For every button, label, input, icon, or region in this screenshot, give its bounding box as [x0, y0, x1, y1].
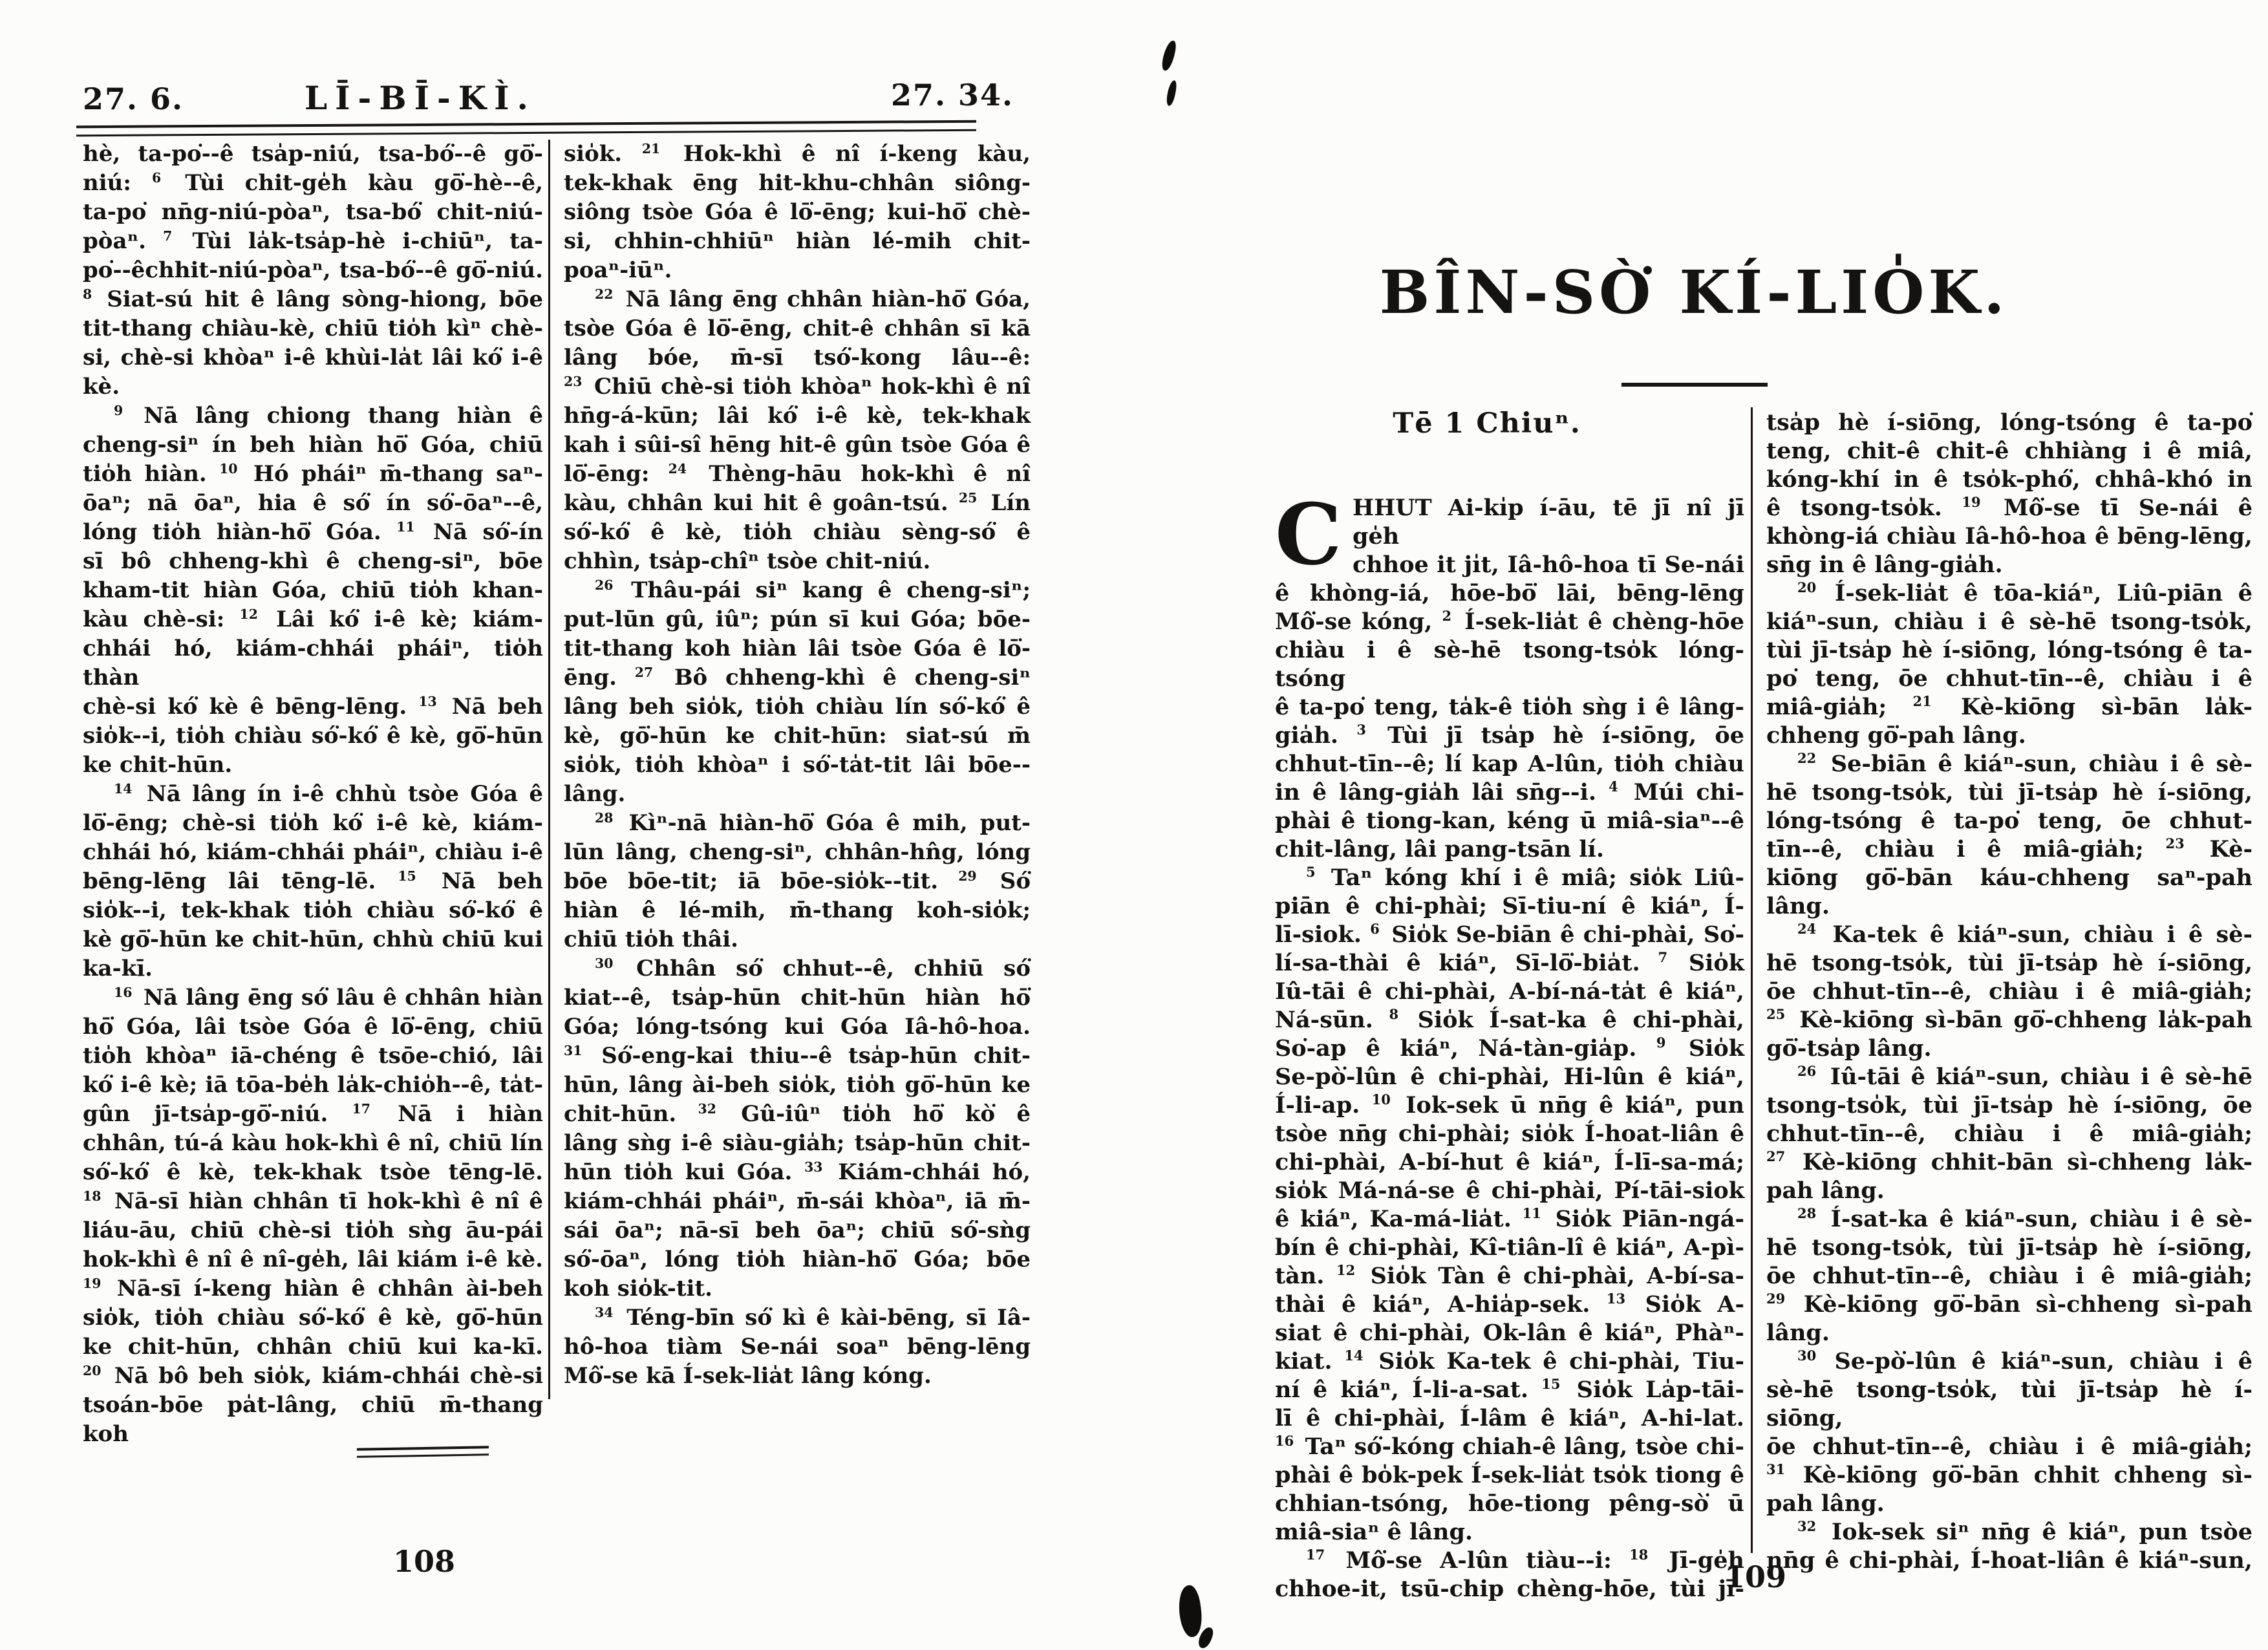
text-line: sè-hē tsong-tso̍k, tùi jī-tsa̍p hè í-siōng, — [1766, 1377, 2252, 1431]
running-head-verse-ref-left: 27. 6. — [83, 81, 184, 116]
text-line: chiàu i ê sè-hē tsong-tso̍k lóng-tsóng — [1275, 637, 1744, 692]
text-line: tit-thang koh hiàn lâi tsòe Góa ê lō͘- — [564, 636, 1031, 661]
text-line: lī-siok. $^6$ Sio̍k Se-biān ê chi-phài, So͘- — [1275, 921, 1744, 948]
text-line: sī bô chheng-khì ê cheng-siⁿ, bōe — [83, 548, 543, 574]
text-line: $^{27}$ Kè-kiōng chhit-bān sì-chheng la̍k- — [1766, 1148, 2252, 1175]
text-line: koh sio̍k-tit. — [564, 1276, 712, 1302]
text-line: hē tsong-tso̍k, tùi jī-tsa̍p hè í-siōng, — [1766, 779, 2252, 806]
text-line: sio̍k Má-ná-se ê chi-phài, Pí-tāi-siok — [1275, 1177, 1744, 1204]
text-line: $^{26}$ Iû-tāi ê kiáⁿ-sun, chiàu i ê sè-hē — [1797, 1063, 2252, 1090]
text-line: hok-khì ê nî ê nî-ge̍h, lâi kiám i-ê kè. — [83, 1247, 543, 1272]
text-line: só͘-ōaⁿ, lóng tio̍h hiàn-hō͘ Góa; bōe — [564, 1247, 1031, 1272]
text-line: chheng gō͘-pah lâng. — [1766, 722, 2026, 749]
text-line: Mô͘-se kā Í-sek-lia̍t lâng kóng. — [564, 1363, 932, 1389]
text-line: só͘-kó͘ ê kè, tek-khak tsòe tēng-lē. — [83, 1159, 543, 1185]
text-line: hiàn ê lé-mih, m̄-thang koh-sio̍k; — [564, 897, 1031, 923]
running-head-verse-ref-right: 27. 34. — [891, 78, 1014, 112]
text-line: kó͘ i-ê kè; iā tōa-be̍h la̍k-chio̍h--ê, ta̍t- — [83, 1072, 543, 1098]
text-line: $^{28}$ Í-sat-ka ê kiáⁿ-sun, chiàu i ê sè- — [1797, 1205, 2252, 1232]
text-line: $^{29}$ Kè-kiōng gō͘-bān sì-chheng sì-pah — [1766, 1291, 2252, 1318]
text-line: $^{30}$ Se-pò͘-lûn ê kiáⁿ-sun, chiàu i ê — [1797, 1347, 2252, 1375]
column-divider — [1751, 407, 1753, 1553]
text-line: pah lâng. — [1766, 1177, 1885, 1204]
text-line: ê kiáⁿ, Ka-má-lia̍t. $^{11}$ Sio̍k Piān-ngá- — [1275, 1205, 1744, 1232]
text-line: $^{24}$ Ka-tek ê kiáⁿ-sun, chiàu i ê sè- — [1797, 921, 2252, 948]
page-number-right: 109 — [1724, 1559, 1787, 1594]
text-line: phài ê bo̍k-pek Í-sek-lia̍t tso̍k tiong ê — [1275, 1462, 1744, 1488]
text-line: si, chhin-chhiūⁿ hiàn lé-mih chit- — [564, 228, 1031, 254]
text-line: miâ-siaⁿ ê lâng. — [1275, 1519, 1473, 1545]
text-line: lō͘-ēng; chè-si tio̍h kó͘ i-ê kè, kiám- — [83, 810, 543, 836]
text-line: piān ê chi-phài; Sī-tiu-ní ê kiáⁿ, Í- — [1275, 893, 1744, 919]
text-line: $^5$ Taⁿ kóng khí i ê miâ; sio̍k Liû- — [1306, 864, 1744, 891]
text-line: $^{26}$ Thâu-pái siⁿ kang ê cheng-siⁿ; — [595, 577, 1031, 603]
ink-smudge — [1160, 39, 1177, 72]
text-line: $^{30}$ Chhân só͘ chhut--ê, chhiū só͘ — [595, 955, 1031, 981]
text-line: gûn jī-tsa̍p-gō͘-niú. $^{17}$ Nā i hiàn — [83, 1100, 543, 1127]
text-line: $^{22}$ Se-biān ê kiáⁿ-sun, chiàu i ê sè- — [1797, 750, 2252, 777]
text-line: chhut-tīn--ê, chiàu i ê miâ-gia̍h; — [1766, 1120, 2252, 1147]
text-line: Góa; lóng-tsóng kui Góa Iâ-hô-hoa. — [564, 1014, 1031, 1040]
text-line: niú: $^6$ Tùi chit-ge̍h kàu gō͘-hè--ê, — [83, 169, 543, 196]
text-line: tīn--ê, chiàu i ê miâ-gia̍h; $^{23}$ Kè- — [1766, 835, 2252, 862]
text-line: kiám-chhái pháiⁿ, m̄-sái khòaⁿ, iā m̄- — [564, 1188, 1031, 1214]
text-line: chhian-tsóng, hōe-tiong pêng-sò͘ ū — [1275, 1490, 1744, 1517]
text-line: miâ-gia̍h; $^{21}$ Kè-kiōng sì-bān la̍k- — [1766, 693, 2252, 720]
text-line: sio̍k, tio̍h khòaⁿ i só͘-ta̍t-tit lâi bōe-- — [564, 752, 1031, 778]
text-line: lō͘-ēng: $^{24}$ Thèng-hāu hok-khì ê nî — [564, 460, 1031, 487]
text-line: sio̍k. $^{21}$ Hok-khì ê nî í-keng kàu, — [564, 140, 1031, 167]
text-line: chhìn, tsa̍p-chîⁿ tsòe chit-niú. — [564, 548, 931, 574]
text-line: ēng. $^{27}$ Bô chheng-khì ê cheng-siⁿ — [564, 664, 1031, 691]
text-line: ōaⁿ; nā ōaⁿ, hia ê só͘ ín só͘-ōaⁿ--ê, — [83, 490, 543, 516]
text-line: ke chit-hūn, chhân chiū kui ka-kī. — [83, 1334, 543, 1360]
text-line: po͘ teng, ōe chhut-tīn--ê, chiàu i ê — [1766, 665, 2252, 692]
text-line: put-lūn gû, iûⁿ; pún sī kui Góa; bōe- — [564, 606, 1031, 632]
text-line: chiū tio̍h thâi. — [564, 927, 738, 952]
text-line: ōe chhut-tīn--ê, chiàu i ê miâ-gia̍h; — [1766, 1263, 2252, 1289]
text-line: Í-li-ap. $^{10}$ Iok-sek ū nn̄g ê kiáⁿ, pun — [1275, 1091, 1744, 1119]
text-line: si, chè-si khòaⁿ i-ê khùi-la̍t lâi kó͘ i-ê — [83, 345, 543, 370]
text-line: kè, gō͘-hūn ke chit-hūn: siat-sú m̄ — [564, 723, 1031, 749]
text-line: gō͘-tsa̍p lâng. — [1766, 1035, 1932, 1062]
text-line: kiōng gō͘-bān káu-chheng saⁿ-pah — [1766, 864, 2252, 891]
text-line: chhái hó, kiám-chhái pháiⁿ, chiàu i-ê — [83, 839, 543, 865]
text-line: ka-kī. — [83, 956, 153, 981]
text-line: lâng sǹg i-ê siàu-gia̍h; tsa̍p-hūn chit- — [564, 1130, 1031, 1156]
text-line: lóng tio̍h hiàn-hō͘ Góa. $^{11}$ Nā só͘-ín — [83, 519, 543, 545]
ink-smudge — [1176, 1584, 1205, 1638]
text-line: ê tsong-tso̍k. $^{19}$ Mô͘-se tī Se-nái ê — [1766, 494, 2252, 521]
text-line: chi-phài, A-bí-hut ê kiáⁿ, Í-lī-sa-má; — [1275, 1149, 1744, 1175]
text-line: $^{25}$ Kè-kiōng sì-bān gō͘-chheng la̍k-pah — [1766, 1006, 2252, 1033]
text-line: lâng bóe, m̄-sī tsó͘-kong lâu--ê: — [564, 345, 1031, 370]
text-line: sn̄g in ê lâng-gia̍h. — [1766, 552, 2003, 578]
text-line: lūn lâng, cheng-siⁿ, chhân-hn̂g, lóng — [564, 839, 1031, 865]
text-line: lī ê chi-phài, Í-lâm ê kiáⁿ, A-hi-lat. — [1275, 1405, 1744, 1431]
text-line: hè, ta-po͘--ê tsa̍p-niú, tsa-bó͘--ê gō͘- — [83, 141, 543, 167]
text-line: tsoán-bōe pa̍t-lâng, chiū m̄-thang koh — [83, 1392, 543, 1447]
text-line: só͘-kó͘ ê kè, tio̍h chiàu sèng-só͘ ê — [564, 519, 1031, 545]
text-line: chhoe it ji̍t, Iâ-hô-hoa tī Se-nái — [1353, 552, 1744, 578]
title-rule — [1621, 383, 1768, 387]
text-line: Iû-tāi ê chi-phài, A-bí-ná-ta̍t ê kiáⁿ, — [1275, 978, 1744, 1005]
text-line: tio̍h khòaⁿ iā-chéng ê tsōe-chió, lâi — [83, 1043, 543, 1069]
text-line: kiat--ê, tsa̍p-hūn chit-hūn hiàn hō͘ — [564, 985, 1031, 1011]
text-line: $^8$ Siat-sú hit ê lâng sòng-hiong, bōe — [83, 286, 543, 312]
text-line: lâng. — [1766, 1320, 1830, 1346]
text-line: chhái hó, kiám-chhái pháiⁿ, tio̍h thàn — [83, 636, 543, 691]
text-line: ê khòng-iá, hōe-bō͘ lāi, bēng-lēng — [1275, 580, 1744, 606]
text-line: Mô͘-se kóng, $^2$ Í-sek-lia̍t ê chèng-hōe — [1275, 608, 1744, 635]
text-line: chhân, tú-á kàu hok-khì ê nî, chiū lín — [83, 1130, 543, 1156]
text-line: lâng beh sio̍k, tio̍h chiàu lín só͘-kó͘ ê — [564, 694, 1031, 720]
text-line: $^{16}$ Nā lâng ēng só͘ lâu ê chhân hiàn — [114, 984, 543, 1011]
text-line: sio̍k--i, tio̍h chiàu só͘-kó͘ ê kè, gō͘-hūn — [83, 723, 543, 749]
text-line: kàu, chhân kui hit ê goân-tsú. $^{25}$ Lín — [564, 489, 1031, 516]
text-line: poaⁿ-iūⁿ. — [564, 257, 672, 283]
text-line: tsòe nn̄g chi-phài; sio̍k Í-hoat-liân ê — [1275, 1120, 1744, 1147]
text-line: ta-po͘ nn̄g-niú-pòaⁿ, tsa-bó͘ chit-niú- — [83, 199, 543, 225]
text-line: hō͘ Góa, lâi tsòe Góa ê lō͘-ēng, chiū — [83, 1014, 543, 1040]
text-line: cheng-siⁿ ín beh hiàn hō͘ Góa, chiū — [83, 432, 543, 458]
text-column-left-2 — [564, 140, 1031, 1391]
text-column-right-1 — [1275, 485, 1745, 1603]
text-column-right-2 — [1766, 409, 2252, 1575]
text-line: siông tsòe Góa ê lō͘-ēng; kui-hō͘ chè- — [564, 199, 1031, 225]
text-line: kiat. $^{14}$ Sio̍k Ka-tek ê chi-phài, Tiu- — [1275, 1347, 1744, 1375]
end-of-book-rule-2 — [357, 1453, 489, 1458]
text-line: $^9$ Nā lâng chiong thang hiàn ê — [114, 402, 543, 429]
text-line: hūn, lâng ài-beh sio̍k, tio̍h gō͘-hūn ke — [564, 1072, 1031, 1098]
text-line: tàn. $^{12}$ Sio̍k Tàn ê chi-phài, A-bí-sa- — [1275, 1262, 1745, 1289]
text-line: tio̍h hiàn. $^{10}$ Hó pháiⁿ m̄-thang saⁿ- — [83, 460, 543, 487]
text-line: Se-pò͘-lûn ê chi-phài, Hi-lûn ê kiáⁿ, — [1275, 1064, 1744, 1090]
page-number-left: 108 — [392, 1544, 456, 1579]
text-line: tek-khak ēng hit-khu-chhân siông- — [564, 170, 1031, 196]
text-line: lí-sa-thài ê kiáⁿ, Sī-lō͘-bia̍t. $^7$ Sio̍k — [1275, 949, 1744, 976]
text-line: phài ê tiong-kan, kéng ū miâ-siaⁿ--ê — [1275, 808, 1744, 834]
text-line: hē tsong-tso̍k, tùi jī-tsa̍p hè í-siōng, — [1766, 950, 2252, 976]
text-line: bōe bōe-tit; iā bōe-sio̍k--tit. $^{29}$ Só͘ — [564, 868, 1031, 894]
text-line: $^{23}$ Chiū chè-si tio̍h khòaⁿ hok-khì ê nî — [564, 373, 1031, 400]
text-line: lâng. — [1766, 893, 1830, 919]
text-line: khòng-iá chiàu Iâ-hô-hoa ê bēng-lēng, — [1766, 523, 2252, 550]
text-line: hô-hoa tiàm Se-nái soaⁿ bēng-lēng — [564, 1334, 1031, 1360]
text-line: tsong-tso̍k, tùi jī-tsa̍p hè í-siōng, ōe — [1766, 1092, 2252, 1119]
text-line: sái ōaⁿ; nā-sī beh ōaⁿ; chiū só͘-sǹg — [564, 1217, 1031, 1243]
header-rule-bottom — [76, 129, 976, 137]
text-line: $^{22}$ Nā lâng ēng chhân hiàn-hō͘ Góa, — [595, 286, 1031, 312]
text-line: $^{28}$ Kìⁿ-nā hiàn-hō͘ Góa ê mih, put- — [595, 809, 1031, 836]
text-line: pòaⁿ. $^7$ Tùi la̍k-tsa̍p-hè i-chiūⁿ, ta- — [83, 228, 543, 254]
text-line: Ná-sūn. $^8$ Sio̍k Í-sat-ka ê chi-phài, — [1275, 1006, 1744, 1033]
text-line: $^{31}$ Só͘-eng-kai thiu--ê tsa̍p-hūn chit- — [564, 1042, 1031, 1069]
text-line: tsòe Góa ê lō͘-ēng, chit-ê chhân sī kā — [564, 316, 1031, 341]
text-line: nn̄g ê chi-phài, Í-hoat-liân ê kiáⁿ-sun, — [1766, 1547, 2252, 1574]
text-line: in ê lâng-gia̍h lâi sn̄g--i. $^4$ Múi chi- — [1275, 778, 1745, 806]
chapter-heading: Tē 1 Chiuⁿ. — [1393, 407, 1581, 440]
text-line: bēng-lēng lâi tēng-lē. $^{15}$ Nā beh — [83, 868, 543, 894]
text-line: ê ta-po͘ teng, ta̍k-ê tio̍h sǹg i ê lâng- — [1275, 694, 1744, 720]
text-line: chhut-tīn--ê; lí kap A-lûn, tio̍h chiàu — [1275, 751, 1744, 777]
text-line: ōe chhut-tīn--ê, chiàu i ê miâ-gia̍h; — [1766, 978, 2252, 1005]
text-line: $^{31}$ Kè-kiōng gō͘-bān chhit chheng sì- — [1766, 1461, 2252, 1488]
text-line: siat ê chi-phài, Ok-lân ê kiáⁿ, Phàⁿ- — [1275, 1320, 1744, 1346]
text-line: kham-tit hiàn Góa, chiū tio̍h khan- — [83, 577, 543, 603]
text-line: sio̍k, tio̍h chiàu só͘-kó͘ ê kè, gō͘-hūn — [83, 1305, 543, 1331]
text-line: bín ê chi-phài, Kî-tiân-lî ê kiáⁿ, A-pì- — [1275, 1234, 1744, 1261]
text-line: $^{16}$ Taⁿ só͘-kóng chiah-ê lâng, tsòe chi- — [1275, 1433, 1744, 1460]
text-line: pah lâng. — [1766, 1490, 1885, 1517]
text-line: $^{17}$ Mô͘-se A-lûn tiàu--i: $^{18}$ Jī-ge̍h — [1306, 1547, 1744, 1574]
text-line: teng, chit-ê chit-ê chhiàng i ê miâ, — [1766, 438, 2252, 464]
text-line: chit-hūn. $^{32}$ Gû-iûⁿ tio̍h hō͘ kò͘ ê — [564, 1100, 1031, 1127]
text-line: lóng-tsóng ê ta-po͘ teng, ōe chhut- — [1766, 808, 2252, 834]
header-rule-top — [76, 120, 976, 129]
text-line: hn̄g-á-kūn; lâi kó͘ i-ê kè, tek-khak — [564, 403, 1031, 429]
text-line: So͘-ap ê kiáⁿ, Ná-tàn-gia̍p. $^9$ Sio̍k — [1275, 1034, 1744, 1062]
running-head-book-title: LĪ-BĪ-KÌ. — [305, 79, 536, 117]
text-line: po͘--êchhit-niú-pòaⁿ, tsa-bó͘--ê gō͘-niú. — [83, 257, 543, 283]
text-line: $^{20}$ Í-sek-lia̍t ê tōa-kiáⁿ, Liû-piān ê — [1797, 579, 2252, 606]
drop-cap: C — [1275, 485, 1342, 584]
text-line: chhoe-it, tsū-chip chèng-hōe, tùi jī- — [1275, 1576, 1744, 1602]
text-line: hūn tio̍h kui Góa. $^{33}$ Kiám-chhái hó, — [564, 1159, 1031, 1185]
text-line: $^{18}$ Nā-sī hiàn chhân tī hok-khì ê nî ê — [83, 1188, 543, 1214]
text-line: tit-thang chiàu-kè, chiū tio̍h kìⁿ chè- — [83, 316, 543, 341]
text-column-left-1 — [83, 140, 543, 1449]
text-line: tùi jī-tsa̍p hè í-siōng, lóng-tsóng ê ta- — [1766, 637, 2252, 663]
text-line: $^{34}$ Téng-bīn só͘ kì ê kài-bēng, sī Iâ- — [595, 1304, 1031, 1331]
text-line: chit-lâng, lâi pang-tsān lí. — [1275, 836, 1605, 862]
text-line: $^{14}$ Nā lâng ín i-ê chhù tsòe Góa ê — [114, 780, 543, 807]
column-divider — [548, 140, 550, 1399]
text-line: kè gō͘-hūn ke chit-hūn, chhù chiū kui — [83, 927, 543, 952]
text-line: sio̍k--i, tek-khak tio̍h chiàu só͘-kó͘ ê — [83, 897, 543, 923]
text-line: HHUT Ai-ki̍p í-āu, tē jī nî jī ge̍h — [1353, 495, 1744, 550]
text-line: kàu chè-si: $^{12}$ Lâi kó͘ i-ê kè; kiám- — [83, 606, 543, 632]
text-line: kóng-khí in ê tso̍k-phó͘, chhâ-khó in — [1766, 466, 2252, 493]
text-line: $^{32}$ Iok-sek siⁿ nn̄g ê kiáⁿ, pun tsòe — [1797, 1518, 2252, 1545]
ink-smudge — [1166, 80, 1178, 106]
text-line: hē tsong-tso̍k, tùi jī-tsa̍p hè í-siōng, — [1766, 1234, 2252, 1261]
text-line: kiáⁿ-sun, chiàu i ê sè-hē tsong-tso̍k, — [1766, 608, 2252, 635]
text-line: liáu-āu, chiū chè-si tio̍h sǹg āu-pái — [83, 1217, 543, 1243]
text-line: ke chit-hūn. — [83, 752, 233, 778]
book-title: BÎN-SÒ͘ KÍ-LIO̍K. — [1379, 257, 2009, 327]
text-line: gia̍h. $^3$ Tùi jī tsa̍p hè í-siōng, ōe — [1275, 722, 1744, 749]
text-line: kah i sûi-sî hēng hit-ê gûn tsòe Góa ê — [564, 432, 1031, 458]
text-line: thài ê kiáⁿ, A-hia̍p-sek. $^{13}$ Sio̍k A- — [1275, 1291, 1744, 1318]
text-line: lâng. — [564, 781, 626, 807]
text-line: ōe chhut-tīn--ê, chiàu i ê miâ-gia̍h; — [1766, 1433, 2252, 1460]
text-line: chè-si kó͘ kè ê bēng-lēng. $^{13}$ Nā beh — [83, 693, 543, 720]
text-line: $^{19}$ Nā-sī í-keng hiàn ê chhân ài-beh — [83, 1275, 543, 1302]
text-line: kè. — [83, 374, 120, 400]
text-line: tsa̍p hè í-siōng, lóng-tsóng ê ta-po͘ — [1766, 409, 2252, 436]
text-line: ní ê kiáⁿ, Í-li-a-sat. $^{15}$ Sio̍k La̍p-tāi- — [1275, 1376, 1744, 1403]
text-line: $^{20}$ Nā bô beh sio̍k, kiám-chhái chè-si — [83, 1362, 543, 1389]
